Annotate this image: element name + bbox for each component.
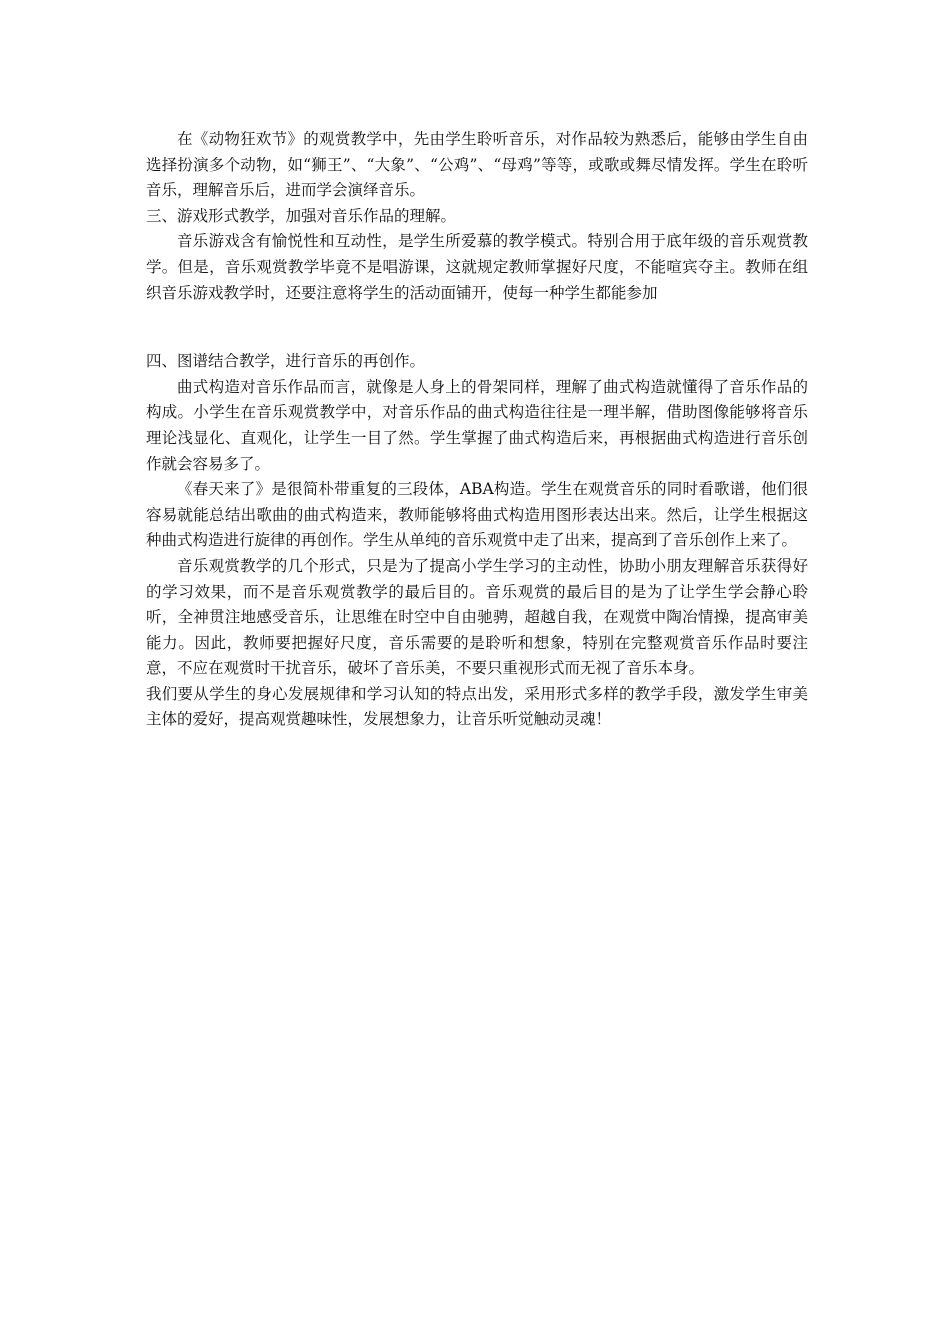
paragraph-appreciation-forms: 音乐观赏教学的几个形式，只是为了提高小学生学习的主动性，协助小朋友理解音乐获得好的学习效果，而不是音乐观赏教学的最后目的。音乐观赏的最后目的是为了让学生学会静心聆听，全神贯注地感受音乐，让思维在时空中自由驰骋，超越自我，在观赏中陶冶情操，提高审美能力。因此，教师要把握好尺度，音乐需要的是聆听和想象，特别在完整观赏音乐作品时要注意，不应在观赏时干扰音乐，破坏了音乐美，不要只重视形式而无视了音乐本身。: [146, 556, 808, 678]
paragraph-animal-carnival: 在《动物狂欢节》的观赏教学中，先由学生聆听音乐，对作品较为熟悉后，能够由学生自由选择扮演多个动物，如“狮王”、“大象”、“公鸡”、“母鸡”等等，或歌或舞尽情发挥。学生在聆听音乐，理解音乐后，进而学会演绎音乐。: [146, 130, 808, 200]
section-heading-3: 三、游戏形式教学，加强对音乐作品的理解。: [146, 206, 457, 225]
page-gap: [146, 306, 808, 349]
paragraph-music-games: 音乐游戏含有愉悦性和互动性，是学生所爱慕的教学模式。特别合用于底年级的音乐观赏教学。但是，音乐观赏教学毕竟不是唱游课，这就规定教师掌握好尺度，不能喧宾夺主。教师在组织音乐游戏教学时，还要注意将学生的活动面铺开，使每一种学生都能参加: [146, 232, 808, 302]
paragraph-musical-form: 曲式构造对音乐作品而言，就像是人身上的骨架同样，理解了曲式构造就懂得了音乐作品的构成。小学生在音乐观赏教学中，对音乐作品的曲式构造往往是一理半解，借助图像能够将音乐理论浅显化、直观化，让学生一目了然。学生掌握了曲式构造后来，再根据曲式构造进行音乐创作就会容易多了。: [146, 377, 808, 473]
document-page: [146, 127, 808, 733]
paragraph-conclusion: 我们要从学生的身心发展规律和学习认知的特点出发，采用形式多样的教学手段，激发学生审美主体的爱好，提高观赏趣味性，发展想象力，让音乐听觉触动灵魂！: [146, 684, 808, 729]
paragraph-spring-song: 《春天来了》是很简朴带重复的三段体，ABA构造。学生在观赏音乐的同时看歌谱，他们很容易就能总结出歌曲的曲式构造来，教师能够将曲式构造用图形表达出来。然后，让学生根据这种曲式构造进行旋律的再创作。学生从单纯的音乐观赏中走了出来，提高到了音乐创作上来了。: [146, 480, 808, 550]
section-heading-4: 四、图谱结合教学，进行音乐的再创作。: [146, 352, 426, 371]
